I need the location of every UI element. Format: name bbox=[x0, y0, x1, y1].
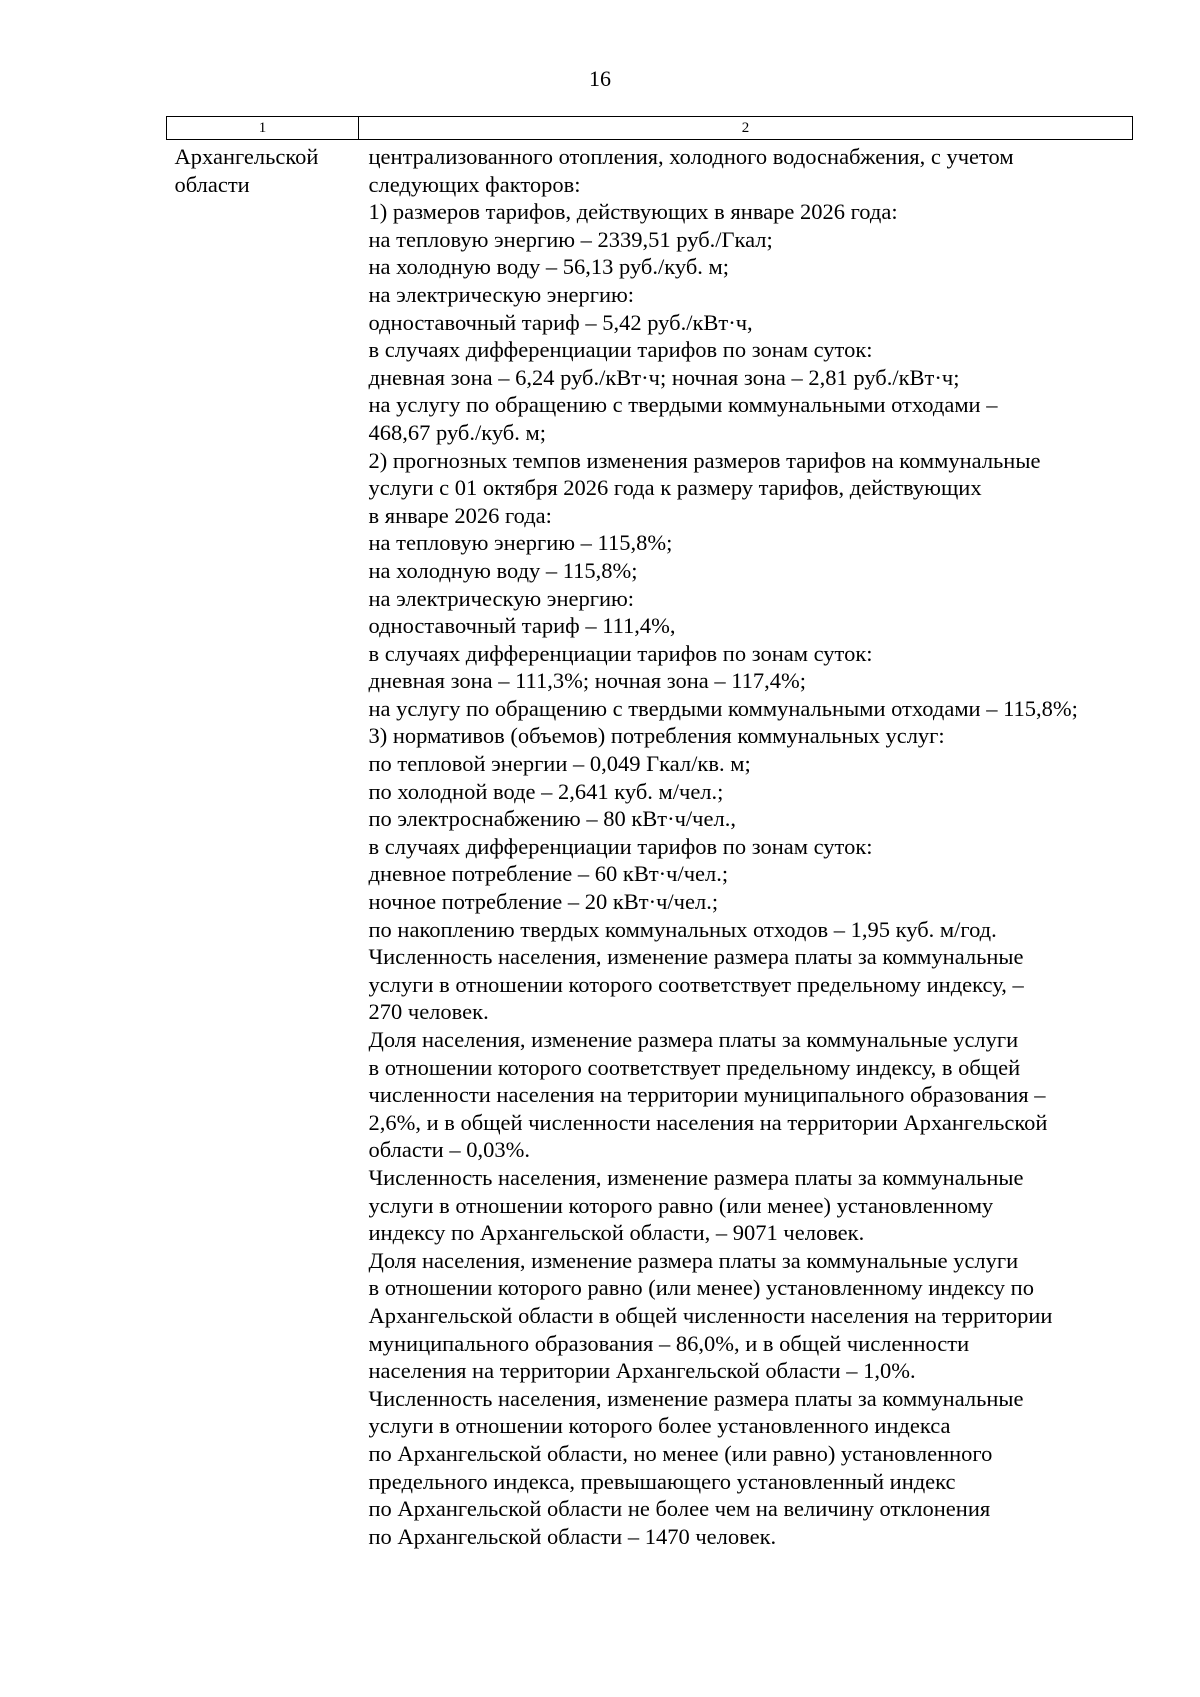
content-line: по холодной воде – 2,641 куб. м/чел.; bbox=[368, 778, 724, 804]
content-line: 3) нормативов (объемов) потребления коммунальных услуг: bbox=[368, 723, 945, 749]
content-line: Архангельской области в общей численности населения на территории bbox=[368, 1302, 1053, 1328]
content-line: 2) прогнозных темпов изменения размеров тарифов на коммунальные bbox=[368, 447, 1041, 473]
content-line: на услугу по обращению с твердыми коммунальными отходами – bbox=[368, 392, 998, 418]
document-table bbox=[166, 116, 1133, 1550]
content-line: одноставочный тариф – 111,4%, bbox=[368, 613, 676, 639]
content-line: централизованного отопления, холодного водоснабжения, с учетом bbox=[368, 144, 1014, 169]
content-line: услуги в отношении которого равно (или менее) установленному bbox=[368, 1192, 994, 1218]
column-header-1: 1 bbox=[167, 117, 359, 140]
content-line: услуги в отношении которого более установленного индекса bbox=[368, 1413, 951, 1439]
content-line: одноставочный тариф – 5,42 руб./кВт·ч, bbox=[368, 309, 753, 335]
content-line: в случаях дифференциации тарифов по зонам суток: bbox=[368, 833, 873, 859]
content-line: индексу по Архангельской области, – 9071 человек. bbox=[368, 1220, 865, 1246]
content-cell bbox=[359, 140, 1133, 1551]
page-number: 16 bbox=[589, 66, 611, 91]
content-line: дневная зона – 111,3%; ночная зона – 117,4%; bbox=[368, 668, 807, 694]
content-line: по электроснабжению – 80 кВт·ч/чел., bbox=[368, 806, 736, 832]
content-line: предельного индекса, превышающего установленный индекс bbox=[368, 1468, 956, 1494]
content-line: ночное потребление – 20 кВт·ч/чел.; bbox=[368, 889, 719, 915]
content-line: в случаях дифференциации тарифов по зонам суток: bbox=[368, 337, 873, 363]
table-row bbox=[167, 140, 1133, 1551]
content-line: 2,6%, и в общей численности населения на территории Архангельской bbox=[368, 1109, 1048, 1135]
content-line: по Архангельской области, но менее (или равно) установленного bbox=[368, 1440, 993, 1466]
table-header-row bbox=[167, 117, 1133, 140]
content-line: дневное потребление – 60 кВт·ч/чел.; bbox=[368, 861, 729, 887]
content-line: Численность населения, изменение размера платы за коммунальные bbox=[368, 1385, 1024, 1411]
content-line: Численность населения, изменение размера платы за коммунальные bbox=[368, 1164, 1024, 1190]
content-line: по Архангельской области – 1470 человек. bbox=[368, 1523, 777, 1549]
region-line: области bbox=[174, 171, 250, 197]
content-line: 468,67 руб./куб. м; bbox=[368, 419, 546, 445]
content-line: в январе 2026 года: bbox=[368, 502, 552, 528]
content-line: на тепловую энергию – 115,8%; bbox=[368, 530, 673, 556]
content-line: 1) размеров тарифов, действующих в январе 2026 года: bbox=[368, 199, 898, 225]
content-line: на холодную воду – 56,13 руб./куб. м; bbox=[368, 254, 730, 280]
content-line: по Архангельской области не более чем на величину отклонения bbox=[368, 1496, 991, 1522]
content-line: области – 0,03%. bbox=[368, 1137, 530, 1163]
content-line: муниципального образования – 86,0%, и в общей численности bbox=[368, 1330, 970, 1356]
content-line: на электрическую энергию: bbox=[368, 281, 635, 307]
content-line: на услугу по обращению с твердыми коммунальными отходами – 115,8%; bbox=[368, 695, 1078, 721]
content-line: следующих факторов: bbox=[368, 171, 581, 197]
content-line: по накоплению твердых коммунальных отходов – 1,95 куб. м/год. bbox=[368, 916, 997, 942]
content-line: населения на территории Архангельской области – 1,0%. bbox=[368, 1358, 916, 1384]
content-line: по тепловой энергии – 0,049 Гкал/кв. м; bbox=[368, 751, 751, 777]
content-line: на электрическую энергию: bbox=[368, 585, 635, 611]
content-line: услуги с 01 октября 2026 года к размеру тарифов, действующих bbox=[368, 475, 982, 501]
content-line: дневная зона – 6,24 руб./кВт·ч; ночная зона – 2,81 руб./кВт·ч; bbox=[368, 364, 960, 390]
content-line: в случаях дифференциации тарифов по зонам суток: bbox=[368, 640, 873, 666]
content-line: в отношении которого равно (или менее) установленному индексу по bbox=[368, 1275, 1034, 1301]
content-line: 270 человек. bbox=[368, 999, 489, 1025]
content-line: Численность населения, изменение размера платы за коммунальные bbox=[368, 944, 1024, 970]
content-line: Доля населения, изменение размера платы за коммунальные услуги bbox=[368, 1247, 1019, 1273]
content-line: Доля населения, изменение размера платы за коммунальные услуги bbox=[368, 1027, 1019, 1052]
content-line: в отношении которого соответствует предельному индексу, в общей bbox=[368, 1054, 1021, 1080]
content-line: на тепловую энергию – 2339,51 руб./Гкал; bbox=[368, 226, 773, 252]
content-line: услуги в отношении которого соответствует предельному индексу, – bbox=[368, 971, 1024, 997]
content-line: на холодную воду – 115,8%; bbox=[368, 557, 638, 583]
region-line: Архангельской bbox=[174, 144, 319, 169]
region-cell bbox=[167, 140, 359, 1551]
content-line: численности населения на территории муниципального образования – bbox=[368, 1082, 1046, 1108]
column-header-2: 2 bbox=[359, 117, 1133, 140]
